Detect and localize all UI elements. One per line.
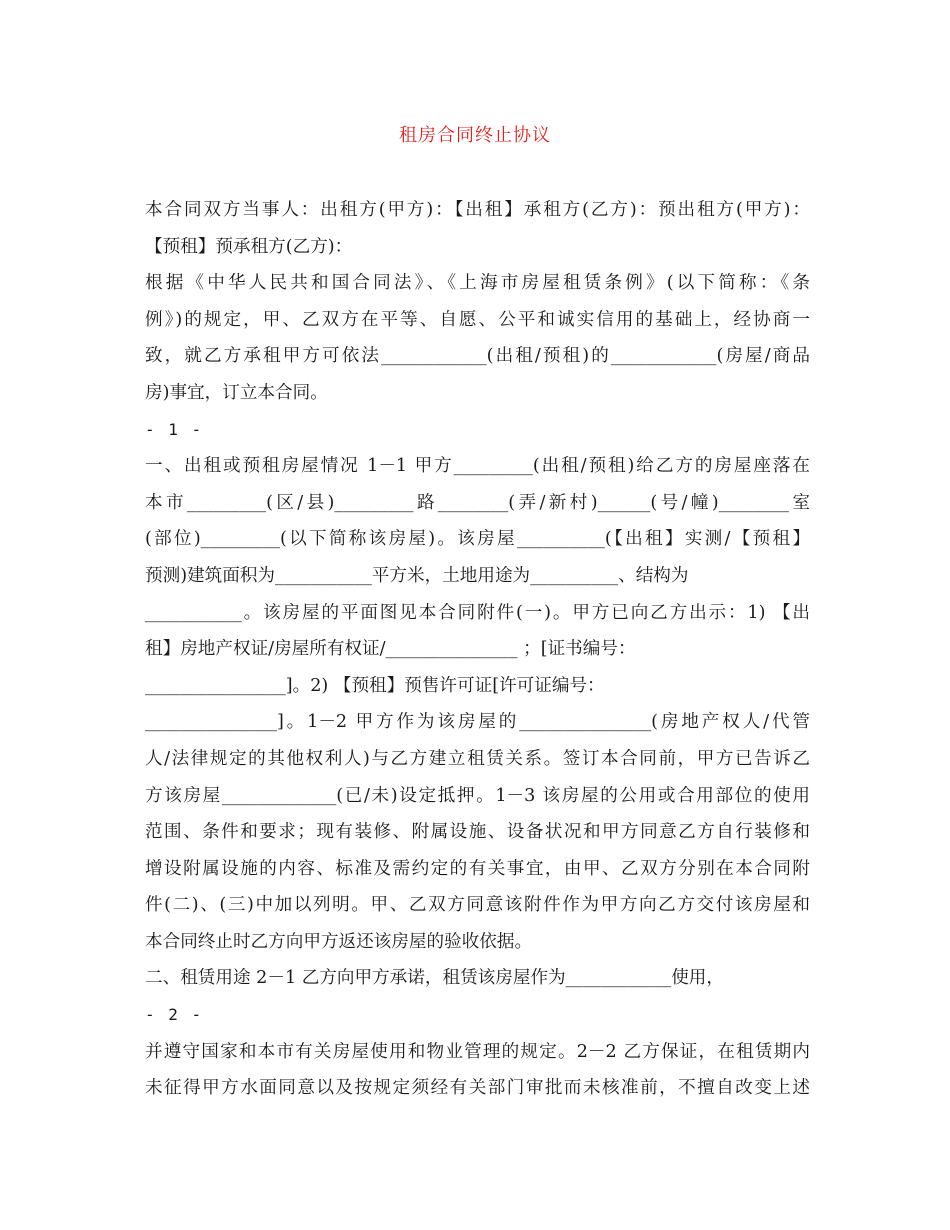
body-line: 二、租赁用途 2－1 乙方向甲方承诺，租赁该房屋作为____________使用， [145, 968, 724, 989]
body-line: ________________]。2) 【预租】预售许可证[许可证编号： [145, 675, 605, 696]
body-line: 租】房地产权证/房屋所有权证/_______________ ；[证书编号： [145, 639, 636, 660]
body-line: 根据《中华人民共和国合同法》、《上海市房屋租赁条例》(以下简称：《条 [145, 273, 810, 294]
body-line: 一、出租或预租房屋情况 1－1 甲方_________(出租/预租)给乙方的房屋座落在 [145, 456, 810, 477]
body-line: _______________]。1－2 甲方作为该房屋的_______________(房地产权人/代管 [145, 712, 810, 733]
body-line: 本合同双方当事人：出租方(甲方)：【出租】承租方(乙方)：预出租方(甲方)： [145, 200, 810, 220]
body-line: 增设附属设施的内容、标准及需约定的有关事宜，由甲、乙双方分别在本合同附 [145, 858, 810, 879]
body-line: 例》)的规定，甲、乙双方在平等、自愿、公平和诚实信用的基础上，经协商一 [145, 309, 810, 330]
document-body [145, 192, 810, 1107]
body-line: 致，就乙方承租甲方可依法____________(出租/预租)的____________(房屋/商品 [145, 346, 810, 367]
document-title: 租房合同终止协议 [399, 125, 551, 146]
body-line: 范围、条件和要求；现有装修、附属设施、设备状况和甲方同意乙方自行装修和 [145, 822, 810, 843]
body-line: (部位)_________(以下简称该房屋)。该房屋__________(【出租】实测/【预租】 [145, 529, 810, 550]
body-line: 房)事宜，订立本合同。 [145, 382, 328, 403]
page-number: - 2 - [145, 1005, 204, 1025]
body-line: 本合同终止时乙方向甲方返还该房屋的验收依据。 [145, 931, 533, 952]
page-number: - 1 - [145, 419, 204, 439]
body-line: 件(二)、(三)中加以列明。甲、乙双方同意该附件作为甲方向乙方交付该房屋和 [145, 895, 810, 916]
body-line: 并遵守国家和本市有关房屋使用和物业管理的规定。2－2 乙方保证，在租赁期内 [145, 1041, 810, 1062]
body-line: 预测)建筑面积为___________平方米，土地用途为__________、结构为 [145, 565, 689, 586]
body-line: ___________。该房屋的平面图见本合同附件(一)。甲方已向乙方出示：1) 【出 [145, 602, 810, 623]
body-line: 未征得甲方水面同意以及按规定须经有关部门审批而未核准前，不擅自改变上述 [145, 1078, 810, 1099]
body-line: 本市_________(区/县)_________路________(弄/新村)______(号/幢)________室 [145, 492, 810, 513]
body-line: 方该房屋_____________(已/未)设定抵押。1－3 该房屋的公用或合用部位的使用 [145, 785, 810, 806]
body-line: 【预租】预承租方(乙方)： [145, 236, 353, 257]
body-line: 人/法律规定的其他权利人)与乙方建立租赁关系。签订本合同前，甲方已告诉乙 [145, 748, 810, 769]
